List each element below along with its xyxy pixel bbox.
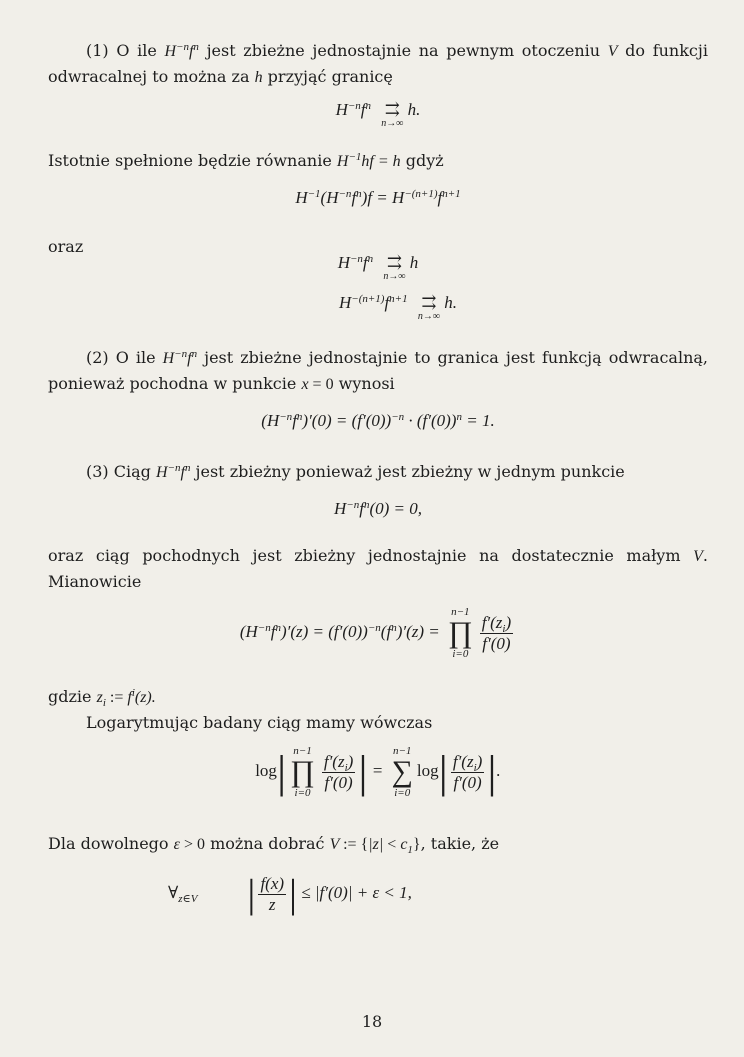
equation-functional: $H^{-1}(H^{-n}f^n)f = H^{-(n+1)}f^{n+1}$	[295, 188, 461, 207]
equation-limit-h: $H^{-n}f^n$ ⇉ n→∞ h.	[335, 99, 421, 129]
paragraph-1: (1) O ile $H^{-n}f^n$ jest zbieżne jednostajnie na pewnym otoczeniu V do funkcji odwracalnej to można za h przyjąć granicę	[48, 41, 708, 86]
equation-bound: $\forall_{z\in V}$ | $\frac{f(x)}{z}$ | ≤ |f′(0)| + ε < 1,	[168, 871, 412, 916]
equation-limit-2: $H^{-(n+1)}f^{n+1}$ ⇉ n→∞ h.	[338, 292, 457, 322]
paragraph-6: Logarytmując badany ciąg mamy wówczas	[86, 713, 433, 732]
paragraph-7: Dla dowolnego ε > 0 można dobrać V := $\{|z| < c_1\}$, takie, że	[48, 834, 500, 856]
page-number: 18	[361, 1012, 383, 1031]
equation-limit-1: $H^{-n}f^n$ ⇉ n→∞ h	[337, 252, 419, 282]
equation-product: $(H^{-n}f^n)'(z) = (f'(0))^{-n}(f^n)'(z)$ = n−1 ∏ i=0 $\frac{f'(z_i)}{f'(0)}$	[239, 606, 512, 660]
paragraph-4: (3) Ciąg $H^{-n}f^n$ jest zbieżny ponieważ jest zbieżny w jednym punkcie	[86, 462, 625, 481]
equation-log-sum: log| n−1 ∏ i=0 $\frac{f'(z_i)}{f'(0)}$ | = n−1 ∑ i=0 log| $\frac{f'(z_i)}{f'(0)}$ |.	[255, 745, 501, 799]
text-gdzie: gdzie $z_i$ := $f^i(z)$.	[48, 687, 156, 709]
paragraph-3: (2) O ile $H^{-n}f^n$ jest zbieżne jednostajnie to granica jest funkcją odwracalną, ponieważ pochodna w punkcie x = 0 wynosi	[48, 348, 709, 393]
equation-derivative: $(H^{-n}f^n)'(0) = (f'(0))^{-n} \cdot (f'(0))^n = 1$.	[261, 411, 495, 430]
paragraph-5: oraz ciąg pochodnych jest zbieżny jednostajnie na dostatecznie małym V. Mianowicie	[48, 546, 708, 591]
item-label: (3) Ciąg	[86, 462, 151, 481]
page-body	[48, 38, 708, 931]
item-label: (1) O ile	[86, 41, 157, 60]
text-oraz: oraz	[48, 237, 84, 256]
item-label: (2) O ile	[86, 348, 156, 367]
equation-at-zero: $H^{-n}f^n(0) = 0$,	[334, 499, 422, 518]
paragraph-2: Istotnie spełnione będzie równanie $H^{-1}hf = h$ gdyż	[48, 151, 444, 170]
